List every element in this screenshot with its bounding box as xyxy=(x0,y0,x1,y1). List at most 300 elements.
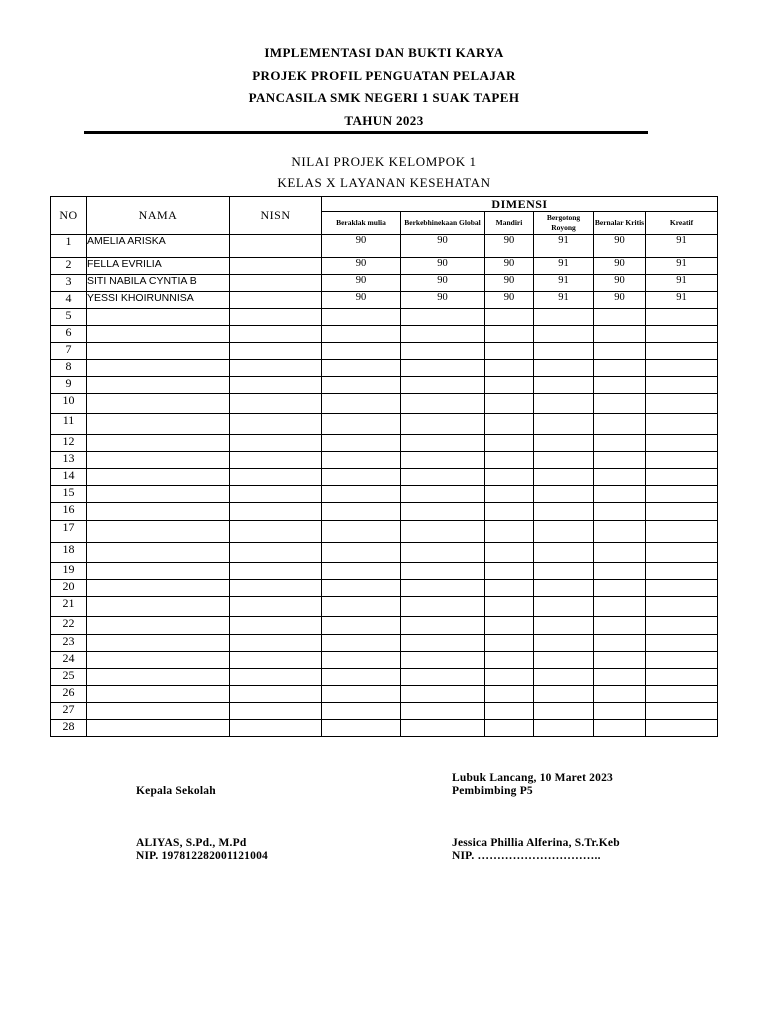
student-nisn xyxy=(230,360,322,377)
score-cell-3 xyxy=(485,435,534,452)
student-nisn xyxy=(230,503,322,521)
score-cell-3: 90 xyxy=(485,292,534,309)
score-cell-3 xyxy=(485,377,534,394)
score-cell-5 xyxy=(594,703,646,720)
score-cell-5 xyxy=(594,452,646,469)
score-cell-2 xyxy=(401,597,485,617)
row-number: 24 xyxy=(51,652,87,669)
score-cell-5 xyxy=(594,720,646,737)
score-cell-5 xyxy=(594,360,646,377)
table-row xyxy=(51,343,718,360)
score-cell-5 xyxy=(594,521,646,543)
score-cell-2: 90 xyxy=(401,235,485,258)
score-cell-6: 91 xyxy=(646,258,718,275)
score-cell-2 xyxy=(401,563,485,580)
student-name xyxy=(87,360,230,377)
student-name xyxy=(87,686,230,703)
score-cell-5 xyxy=(594,652,646,669)
score-cell-1 xyxy=(322,635,401,652)
right-signatory-role: Pembimbing P5 xyxy=(452,785,533,797)
student-nisn xyxy=(230,377,322,394)
score-cell-4 xyxy=(534,543,594,563)
score-cell-3 xyxy=(485,617,534,635)
student-name: SITI NABILA CYNTIA B xyxy=(87,275,230,292)
student-nisn xyxy=(230,394,322,414)
row-number: 11 xyxy=(51,414,87,435)
score-cell-3 xyxy=(485,669,534,686)
score-cell-6 xyxy=(646,635,718,652)
student-nisn xyxy=(230,597,322,617)
score-cell-6 xyxy=(646,669,718,686)
score-cell-1 xyxy=(322,669,401,686)
score-cell-2 xyxy=(401,669,485,686)
title-line-1: IMPLEMENTASI DAN BUKTI KARYA xyxy=(264,45,504,60)
subtitle-line-2: KELAS X LAYANAN KESEHATAN xyxy=(277,175,491,190)
student-name xyxy=(87,521,230,543)
row-number: 21 xyxy=(51,597,87,617)
student-nisn xyxy=(230,635,322,652)
header-nama: NAMA xyxy=(87,197,230,235)
score-cell-4 xyxy=(534,720,594,737)
score-cell-1 xyxy=(322,486,401,503)
header-dimension-5: Bernalar Kritis xyxy=(594,212,646,235)
score-cell-4: 91 xyxy=(534,258,594,275)
score-cell-4 xyxy=(534,597,594,617)
score-cell-4 xyxy=(534,309,594,326)
table-row xyxy=(51,617,718,635)
score-cell-4 xyxy=(534,394,594,414)
table-row xyxy=(51,720,718,737)
score-cell-3 xyxy=(485,414,534,435)
title-divider xyxy=(84,131,648,134)
score-cell-1 xyxy=(322,563,401,580)
row-number: 20 xyxy=(51,580,87,597)
student-name: YESSI KHOIRUNNISA xyxy=(87,292,230,309)
score-cell-2 xyxy=(401,543,485,563)
row-number: 8 xyxy=(51,360,87,377)
score-cell-2 xyxy=(401,521,485,543)
left-signatory-name: ALIYAS, S.Pd., M.Pd xyxy=(136,837,247,849)
student-name: AMELIA ARISKA xyxy=(87,235,230,258)
row-number: 15 xyxy=(51,486,87,503)
student-nisn xyxy=(230,720,322,737)
student-nisn xyxy=(230,414,322,435)
table-row xyxy=(51,703,718,720)
score-cell-5 xyxy=(594,469,646,486)
row-number: 25 xyxy=(51,669,87,686)
student-name xyxy=(87,435,230,452)
table-row xyxy=(51,597,718,617)
score-cell-2: 90 xyxy=(401,258,485,275)
score-cell-4 xyxy=(534,343,594,360)
score-cell-6 xyxy=(646,703,718,720)
score-cell-5 xyxy=(594,503,646,521)
student-nisn xyxy=(230,469,322,486)
score-cell-2 xyxy=(401,503,485,521)
student-nisn xyxy=(230,275,322,292)
student-nisn xyxy=(230,235,322,258)
table-row xyxy=(51,669,718,686)
score-cell-1 xyxy=(322,720,401,737)
score-cell-4 xyxy=(534,669,594,686)
student-nisn xyxy=(230,580,322,597)
student-nisn xyxy=(230,435,322,452)
score-cell-5 xyxy=(594,309,646,326)
table-row xyxy=(51,394,718,414)
score-cell-5 xyxy=(594,669,646,686)
student-name xyxy=(87,486,230,503)
table-row xyxy=(51,452,718,469)
score-cell-4: 91 xyxy=(534,235,594,258)
score-cell-5 xyxy=(594,343,646,360)
score-cell-4 xyxy=(534,686,594,703)
student-name xyxy=(87,326,230,343)
row-number: 16 xyxy=(51,503,87,521)
score-cell-6 xyxy=(646,686,718,703)
score-cell-3 xyxy=(485,652,534,669)
score-cell-6 xyxy=(646,414,718,435)
table-row xyxy=(51,235,718,258)
table-row xyxy=(51,326,718,343)
score-cell-5 xyxy=(594,686,646,703)
score-cell-3 xyxy=(485,686,534,703)
score-cell-6 xyxy=(646,617,718,635)
score-cell-5 xyxy=(594,435,646,452)
student-name xyxy=(87,543,230,563)
score-cell-6 xyxy=(646,452,718,469)
student-nisn xyxy=(230,686,322,703)
student-nisn xyxy=(230,486,322,503)
score-cell-3: 90 xyxy=(485,235,534,258)
score-cell-3 xyxy=(485,521,534,543)
score-cell-3: 90 xyxy=(485,275,534,292)
header-dimension-4: Bergotong Royong xyxy=(534,212,594,235)
score-cell-4 xyxy=(534,469,594,486)
score-cell-3 xyxy=(485,720,534,737)
title-line-2: PROJEK PROFIL PENGUATAN PELAJAR xyxy=(252,67,516,83)
row-number: 26 xyxy=(51,686,87,703)
student-nisn xyxy=(230,563,322,580)
score-cell-5: 90 xyxy=(594,275,646,292)
score-cell-2 xyxy=(401,377,485,394)
score-cell-1 xyxy=(322,580,401,597)
score-cell-1 xyxy=(322,414,401,435)
subtitle-line-1: NILAI PROJEK KELOMPOK 1 xyxy=(291,154,477,169)
score-cell-6 xyxy=(646,486,718,503)
score-cell-3 xyxy=(485,394,534,414)
row-number: 17 xyxy=(51,521,87,543)
score-cell-1 xyxy=(322,394,401,414)
score-cell-2 xyxy=(401,580,485,597)
table-row xyxy=(51,275,718,292)
title-line-3: PANCASILA SMK NEGERI 1 SUAK TAPEH xyxy=(248,90,520,105)
score-cell-3 xyxy=(485,503,534,521)
score-cell-3 xyxy=(485,309,534,326)
student-name xyxy=(87,452,230,469)
student-name xyxy=(87,394,230,414)
score-cell-5 xyxy=(594,617,646,635)
student-name xyxy=(87,720,230,737)
score-cell-5 xyxy=(594,394,646,414)
student-nisn xyxy=(230,543,322,563)
score-cell-4 xyxy=(534,435,594,452)
score-cell-3 xyxy=(485,486,534,503)
student-nisn xyxy=(230,309,322,326)
score-cell-3 xyxy=(485,326,534,343)
score-cell-3 xyxy=(485,452,534,469)
student-nisn xyxy=(230,703,322,720)
title-line-4: TAHUN 2023 xyxy=(344,112,424,128)
left-signatory-nip: NIP. 197812282001121004 xyxy=(136,850,268,862)
score-cell-1 xyxy=(322,503,401,521)
row-number: 22 xyxy=(51,617,87,635)
score-cell-6 xyxy=(646,580,718,597)
score-table xyxy=(50,196,718,737)
score-cell-1 xyxy=(322,326,401,343)
row-number: 2 xyxy=(51,258,87,275)
score-cell-2 xyxy=(401,309,485,326)
score-cell-6 xyxy=(646,360,718,377)
table-row xyxy=(51,563,718,580)
score-cell-6: 91 xyxy=(646,292,718,309)
score-cell-3: 90 xyxy=(485,258,534,275)
student-name xyxy=(87,652,230,669)
row-number: 4 xyxy=(51,292,87,309)
student-name xyxy=(87,703,230,720)
student-name xyxy=(87,503,230,521)
score-cell-4 xyxy=(534,617,594,635)
score-cell-2 xyxy=(401,394,485,414)
score-cell-1: 90 xyxy=(322,292,401,309)
header-dimension-3: Mandiri xyxy=(485,212,534,235)
score-cell-5 xyxy=(594,326,646,343)
header-no: NO xyxy=(51,197,87,235)
table-row xyxy=(51,377,718,394)
score-cell-4: 91 xyxy=(534,292,594,309)
score-cell-6 xyxy=(646,435,718,452)
score-cell-1 xyxy=(322,343,401,360)
score-cell-6 xyxy=(646,503,718,521)
score-cell-5 xyxy=(594,543,646,563)
score-cell-2 xyxy=(401,703,485,720)
score-cell-2 xyxy=(401,326,485,343)
table-row xyxy=(51,258,718,275)
table-body xyxy=(51,235,718,737)
score-cell-5 xyxy=(594,580,646,597)
right-signatory-nip: NIP. ………………………….. xyxy=(452,850,601,862)
score-cell-5: 90 xyxy=(594,235,646,258)
student-name: FELLA EVRILIA xyxy=(87,258,230,275)
score-cell-6 xyxy=(646,652,718,669)
table-row xyxy=(51,486,718,503)
row-number: 23 xyxy=(51,635,87,652)
place-date: Lubuk Lancang, 10 Maret 2023 xyxy=(452,772,613,784)
score-cell-1 xyxy=(322,617,401,635)
row-number: 14 xyxy=(51,469,87,486)
student-name xyxy=(87,309,230,326)
row-number: 6 xyxy=(51,326,87,343)
score-cell-2 xyxy=(401,617,485,635)
score-cell-1 xyxy=(322,686,401,703)
table-row xyxy=(51,543,718,563)
score-cell-3 xyxy=(485,543,534,563)
score-cell-1 xyxy=(322,309,401,326)
row-number: 27 xyxy=(51,703,87,720)
row-number: 5 xyxy=(51,309,87,326)
score-cell-2 xyxy=(401,486,485,503)
row-number: 3 xyxy=(51,275,87,292)
score-cell-1 xyxy=(322,360,401,377)
table-row xyxy=(51,309,718,326)
score-cell-3 xyxy=(485,563,534,580)
score-cell-4 xyxy=(534,503,594,521)
score-cell-5 xyxy=(594,635,646,652)
score-cell-3 xyxy=(485,343,534,360)
score-cell-2 xyxy=(401,686,485,703)
table-row xyxy=(51,414,718,435)
score-cell-1: 90 xyxy=(322,275,401,292)
student-name xyxy=(87,580,230,597)
left-signatory-role: Kepala Sekolah xyxy=(136,785,216,797)
student-name xyxy=(87,414,230,435)
score-cell-6 xyxy=(646,394,718,414)
header-dimensi: DIMENSI xyxy=(322,197,718,212)
student-nisn xyxy=(230,343,322,360)
header-dimension-2: Berkebhinekaan Global xyxy=(401,212,485,235)
table-row xyxy=(51,292,718,309)
student-name xyxy=(87,377,230,394)
student-nisn xyxy=(230,652,322,669)
score-cell-6 xyxy=(646,521,718,543)
score-cell-6: 91 xyxy=(646,275,718,292)
score-cell-6 xyxy=(646,326,718,343)
score-cell-6 xyxy=(646,597,718,617)
score-cell-1: 90 xyxy=(322,258,401,275)
row-number: 1 xyxy=(51,235,87,258)
table-row xyxy=(51,435,718,452)
score-cell-4 xyxy=(534,360,594,377)
header-nisn: NISN xyxy=(230,197,322,235)
score-cell-4 xyxy=(534,521,594,543)
score-cell-5: 90 xyxy=(594,292,646,309)
score-cell-4 xyxy=(534,486,594,503)
score-cell-6 xyxy=(646,543,718,563)
student-nisn xyxy=(230,521,322,543)
table-row xyxy=(51,635,718,652)
score-cell-4: 91 xyxy=(534,275,594,292)
row-number: 28 xyxy=(51,720,87,737)
row-number: 9 xyxy=(51,377,87,394)
student-nisn xyxy=(230,669,322,686)
student-nisn xyxy=(230,617,322,635)
score-cell-2 xyxy=(401,452,485,469)
score-cell-6 xyxy=(646,563,718,580)
score-cell-4 xyxy=(534,580,594,597)
score-cell-2: 90 xyxy=(401,275,485,292)
header-dimension-1: Beraklak mulia xyxy=(322,212,401,235)
score-cell-3 xyxy=(485,469,534,486)
student-name xyxy=(87,635,230,652)
score-cell-3 xyxy=(485,597,534,617)
score-cell-2 xyxy=(401,435,485,452)
student-name xyxy=(87,469,230,486)
score-cell-5: 90 xyxy=(594,258,646,275)
score-cell-1 xyxy=(322,521,401,543)
row-number: 19 xyxy=(51,563,87,580)
student-nisn xyxy=(230,258,322,275)
score-cell-5 xyxy=(594,563,646,580)
table-row xyxy=(51,686,718,703)
student-name xyxy=(87,343,230,360)
score-cell-2 xyxy=(401,343,485,360)
score-cell-1 xyxy=(322,469,401,486)
table-row xyxy=(51,360,718,377)
score-cell-3 xyxy=(485,580,534,597)
score-cell-4 xyxy=(534,703,594,720)
score-cell-1 xyxy=(322,597,401,617)
score-cell-3 xyxy=(485,360,534,377)
row-number: 18 xyxy=(51,543,87,563)
score-cell-3 xyxy=(485,703,534,720)
document-title xyxy=(0,42,768,132)
score-cell-6: 91 xyxy=(646,235,718,258)
score-cell-2 xyxy=(401,360,485,377)
score-cell-6 xyxy=(646,720,718,737)
score-cell-1 xyxy=(322,652,401,669)
score-cell-3 xyxy=(485,635,534,652)
student-name xyxy=(87,617,230,635)
table-row xyxy=(51,469,718,486)
table-row xyxy=(51,521,718,543)
score-cell-1 xyxy=(322,452,401,469)
score-cell-6 xyxy=(646,469,718,486)
score-cell-5 xyxy=(594,377,646,394)
score-cell-5 xyxy=(594,486,646,503)
student-nisn xyxy=(230,326,322,343)
score-cell-2: 90 xyxy=(401,292,485,309)
score-cell-5 xyxy=(594,414,646,435)
score-cell-4 xyxy=(534,452,594,469)
score-cell-5 xyxy=(594,597,646,617)
score-cell-4 xyxy=(534,326,594,343)
header-dimension-6: Kreatif xyxy=(646,212,718,235)
row-number: 10 xyxy=(51,394,87,414)
score-cell-6 xyxy=(646,343,718,360)
row-number: 13 xyxy=(51,452,87,469)
table-row xyxy=(51,503,718,521)
score-cell-1 xyxy=(322,435,401,452)
table-row xyxy=(51,652,718,669)
student-name xyxy=(87,669,230,686)
score-cell-6 xyxy=(646,309,718,326)
document-subtitle xyxy=(0,151,768,193)
score-cell-4 xyxy=(534,414,594,435)
score-cell-2 xyxy=(401,469,485,486)
score-cell-1 xyxy=(322,377,401,394)
score-cell-2 xyxy=(401,635,485,652)
score-cell-1: 90 xyxy=(322,235,401,258)
right-signatory-name: Jessica Phillia Alferina, S.Tr.Keb xyxy=(452,837,620,849)
student-name xyxy=(87,597,230,617)
score-cell-4 xyxy=(534,635,594,652)
score-cell-1 xyxy=(322,703,401,720)
score-cell-4 xyxy=(534,563,594,580)
score-cell-4 xyxy=(534,652,594,669)
student-name xyxy=(87,563,230,580)
score-cell-1 xyxy=(322,543,401,563)
student-nisn xyxy=(230,292,322,309)
row-number: 7 xyxy=(51,343,87,360)
